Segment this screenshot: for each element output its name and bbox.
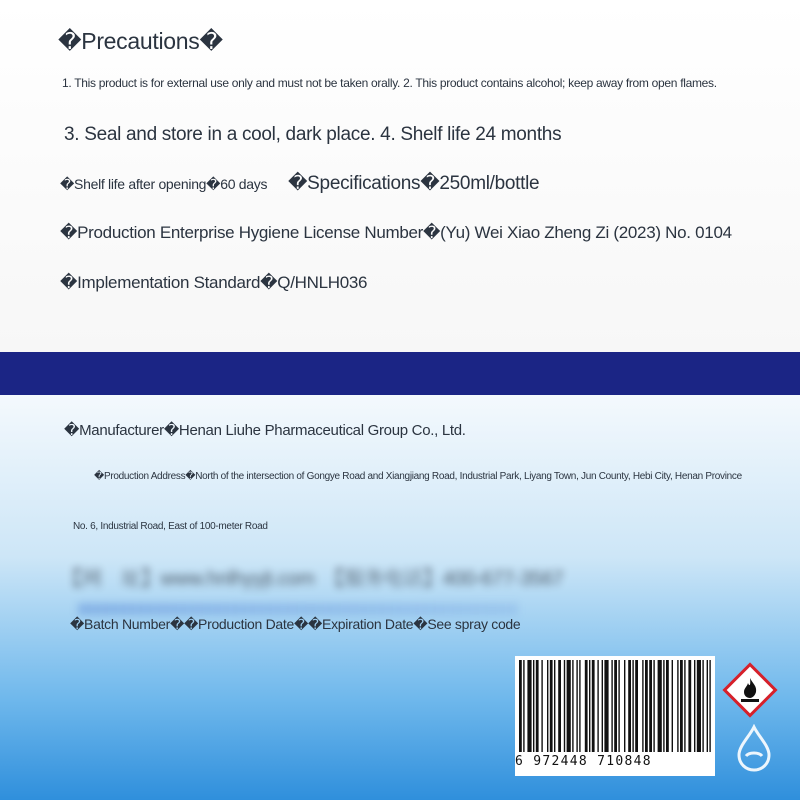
barcode-bar	[688, 660, 691, 752]
barcode-bar	[672, 660, 673, 752]
barcode-bar	[624, 660, 625, 752]
precautions-heading: �Precautions�	[58, 28, 223, 54]
barcode-bar	[567, 660, 571, 752]
barcode-bar	[576, 660, 577, 752]
barcode-bar	[628, 660, 631, 752]
barcode-bar	[697, 660, 701, 752]
barcode-bars	[515, 656, 715, 754]
barcode-bar	[632, 660, 633, 752]
blurred-contact-info: 【网 址】www.hnlhyyjt.com 【服务电话】400-677-3567	[62, 568, 564, 590]
barcode-digits: 6 972448 710848	[515, 754, 652, 769]
manufacturer-name: �Manufacturer�Henan Liuhe Pharmaceutical Group Co., Ltd.	[64, 422, 466, 439]
barcode-bar	[677, 660, 678, 752]
shelf-life-after-opening: �Shelf life after opening�60 days	[60, 176, 268, 192]
barcode-bar	[611, 660, 612, 752]
barcode-bar	[694, 660, 695, 752]
barcode-bar	[523, 660, 524, 752]
production-address: �Production Address�North of the intersection of Gongye Road and Xiangjiang Road, Industrial Park, Liyang Town, Jun County, Hebi City, Henan Province	[94, 471, 742, 482]
barcode-bar	[597, 660, 598, 752]
barcode-bar	[618, 660, 619, 752]
barcode-bar	[589, 660, 590, 752]
batch-number-info: �Batch Number��Production Date��Expiration Date�See spray code	[70, 616, 521, 632]
precautions-line-1: 1. This product is for external use only and must not be taken orally. 2. This product contains alcohol; keep away from open flames.	[62, 76, 717, 90]
barcode-bar	[658, 660, 662, 752]
barcode-bar	[572, 660, 573, 752]
barcode-bar	[602, 660, 603, 752]
barcode-bar	[707, 660, 708, 752]
barcode-bar	[663, 660, 664, 752]
barcode-bar	[564, 660, 565, 752]
blue-divider-band	[0, 352, 800, 395]
barcode-bar	[533, 660, 534, 752]
production-address-continued: No. 6, Industrial Road, East of 100-meter Road	[73, 521, 268, 532]
barcode-bar	[635, 660, 638, 752]
barcode	[515, 656, 715, 776]
barcode-bar	[547, 660, 548, 752]
barcode-bar	[558, 660, 561, 752]
barcode-bar	[579, 660, 580, 752]
barcode-bar	[585, 660, 588, 752]
blurred-line	[78, 603, 518, 615]
barcode-bar	[527, 660, 531, 752]
barcode-bar	[554, 660, 555, 752]
barcode-bar	[536, 660, 539, 752]
barcode-bar	[614, 660, 617, 752]
implementation-standard: �Implementation Standard�Q/HNLH036	[60, 273, 368, 292]
barcode-bar	[709, 660, 710, 752]
flammable-hazard-icon	[722, 662, 778, 718]
hygiene-license-number: �Production Enterprise Hygiene License Number�(Yu) Wei Xiao Zheng Zi (2023) No. 0104	[60, 223, 732, 242]
barcode-bar	[604, 660, 608, 752]
barcode-bar	[642, 660, 643, 752]
barcode-bar	[653, 660, 654, 752]
barcode-bar	[645, 660, 648, 752]
barcode-bar	[684, 660, 685, 752]
barcode-bar	[702, 660, 703, 752]
water-drop-icon	[735, 724, 773, 772]
barcode-bar	[649, 660, 652, 752]
precautions-line-2: 3. Seal and store in a cool, dark place. 4. Shelf life 24 months	[64, 124, 562, 145]
barcode-bar	[592, 660, 595, 752]
barcode-bar	[519, 660, 522, 752]
barcode-bar	[680, 660, 683, 752]
barcode-bar	[666, 660, 669, 752]
barcode-bar	[541, 660, 542, 752]
barcode-bar	[550, 660, 553, 752]
specifications: �Specifications�250ml/bottle	[288, 173, 540, 194]
